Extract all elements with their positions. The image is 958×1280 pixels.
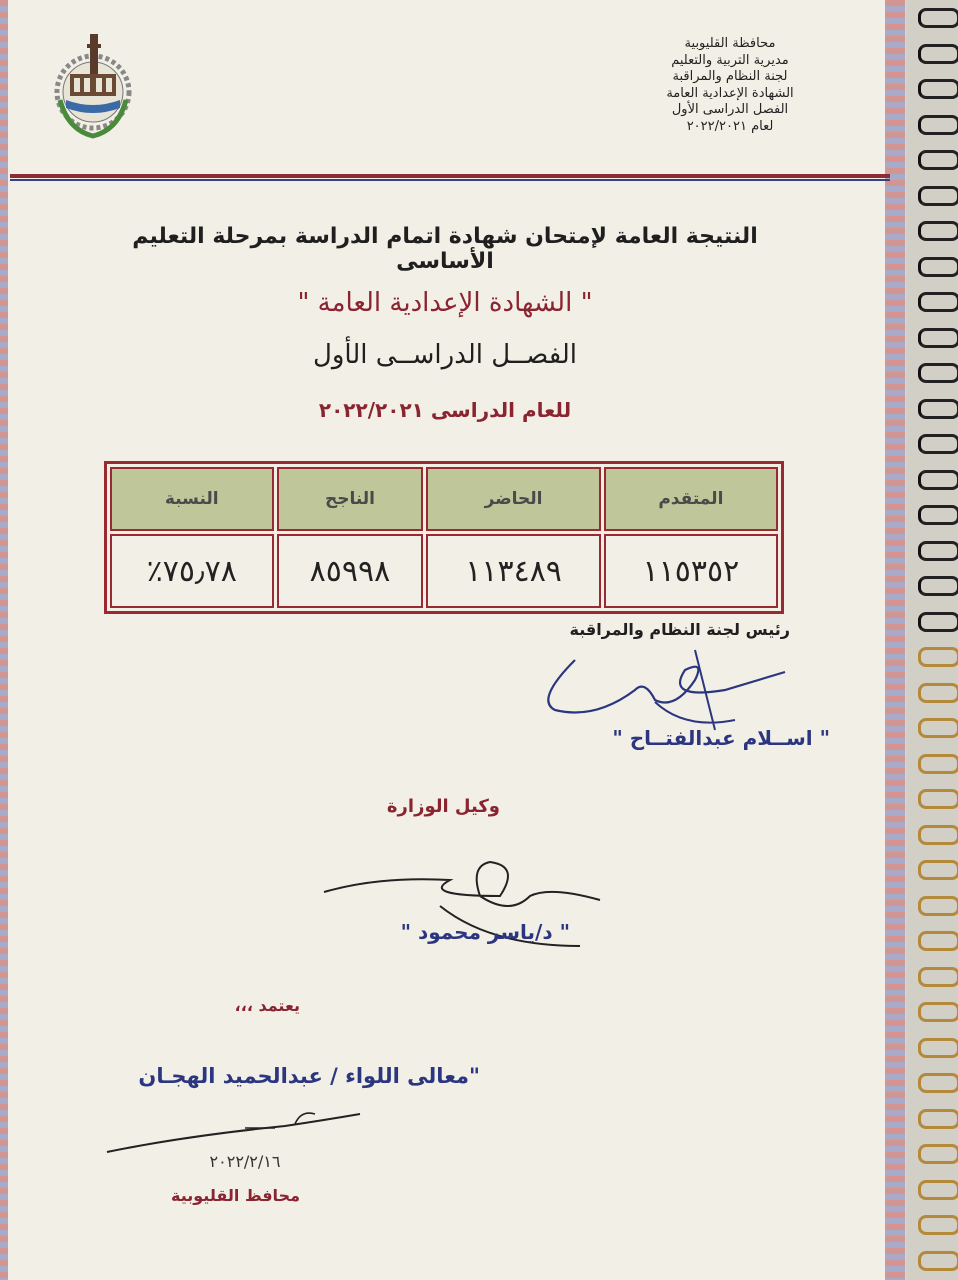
header-divider — [10, 174, 890, 178]
header-attendees: الحاضر — [426, 467, 600, 531]
governor-name: "معالى اللواء / عبدالحميد الهجـان — [138, 1064, 480, 1088]
deputy-name: " د/ياسر محمود " — [400, 920, 570, 944]
binding-ring-icon — [918, 79, 958, 99]
table-header-row — [110, 467, 778, 531]
binding-ring-icon — [918, 967, 958, 987]
term-label: الفصــل الدراســى الأول — [312, 340, 578, 370]
binding-ring-icon — [918, 825, 958, 845]
binding-ring-icon — [918, 44, 958, 64]
header-line: لجنة النظام والمراقبة — [672, 69, 788, 84]
binding-ring-icon — [918, 328, 958, 348]
binding-ring-icon — [918, 718, 958, 738]
header-passed: الناجح — [277, 467, 424, 531]
binding-ring-icon — [918, 363, 958, 383]
binding-ring-icon — [918, 399, 958, 419]
binding-ring-icon — [918, 1002, 958, 1022]
binding-ring-icon — [918, 1180, 958, 1200]
binding-ring-icon — [918, 505, 958, 525]
deputy-minister-label: وكيل الوزارة — [386, 796, 500, 817]
value-attendees: ١١٣٤٨٩ — [426, 534, 600, 608]
document-title: النتيجة العامة لإمتحان شهادة اتمام الدراسة بمرحلة التعليم الأساسى — [132, 224, 758, 274]
binding-ring-icon — [918, 150, 958, 170]
table-row — [110, 534, 778, 608]
binding-ring-icon — [918, 8, 958, 28]
governor-title: محافظ القليوبية — [171, 1186, 300, 1205]
binding-ring-icon — [918, 434, 958, 454]
header-divider-secondary — [10, 179, 890, 181]
binding-ring-icon — [918, 1038, 958, 1058]
binding-ring-icon — [918, 1251, 958, 1271]
document-subtitle: " الشهادة الإعدادية العامة " — [297, 288, 593, 318]
binding-ring-icon — [918, 470, 958, 490]
binding-ring-icon — [918, 1073, 958, 1093]
binding-ring-icon — [918, 1144, 958, 1164]
binding-ring-icon — [918, 931, 958, 951]
header-block — [620, 36, 840, 135]
binding-ring-icon — [918, 257, 958, 277]
binding-ring-icon — [918, 789, 958, 809]
binding-ring-icon — [918, 647, 958, 667]
header-line: الفصل الدراسى الأول — [671, 102, 789, 117]
binding-ring-icon — [918, 612, 958, 632]
committee-head-signature-icon — [535, 640, 795, 740]
governorate-logo-icon — [50, 30, 136, 142]
page-border-left — [0, 0, 8, 1280]
binding-ring-icon — [918, 576, 958, 596]
results-table — [104, 461, 784, 614]
binding-ring-icon — [918, 1215, 958, 1235]
binding-ring-icon — [918, 186, 958, 206]
value-applicants: ١١٥٣٥٢ — [604, 534, 778, 608]
header-percentage: النسبة — [110, 467, 274, 531]
committee-head-label: رئيس لجنة النظام والمراقبة — [569, 620, 790, 639]
header-line: مديرية التربية والتعليم — [671, 52, 789, 68]
binding-ring-icon — [918, 754, 958, 774]
governor-signature-icon — [105, 1106, 365, 1156]
value-percentage: ٧٥٫٧٨٪ — [110, 534, 274, 608]
committee-head-name: " اســلام عبدالفتــاح " — [612, 726, 830, 750]
header-line: لعام ٢٠٢٢/٢٠٢١ — [686, 118, 774, 134]
binding-ring-icon — [918, 860, 958, 880]
binding-ring-icon — [918, 221, 958, 241]
binding-ring-icon — [918, 292, 958, 312]
header-line: الشهادة الإعدادية العامة — [666, 85, 794, 101]
binding-ring-icon — [918, 896, 958, 916]
year-label: للعام الدراسى ٢٠٢٢/٢٠٢١ — [318, 398, 572, 422]
page-border-right — [885, 0, 905, 1280]
approval-label: يعتمد ،،، — [234, 996, 300, 1015]
binding-ring-icon — [918, 541, 958, 561]
governor-signature-date: ٢٠٢٢/٢/١٦ — [209, 1152, 281, 1171]
binding-ring-icon — [918, 683, 958, 703]
value-passed: ٨٥٩٩٨ — [277, 534, 424, 608]
header-applicants: المتقدم — [604, 467, 778, 531]
binding-ring-icon — [918, 115, 958, 135]
header-line: محافظة القليوبية — [684, 36, 776, 51]
binding-ring-icon — [918, 1109, 958, 1129]
